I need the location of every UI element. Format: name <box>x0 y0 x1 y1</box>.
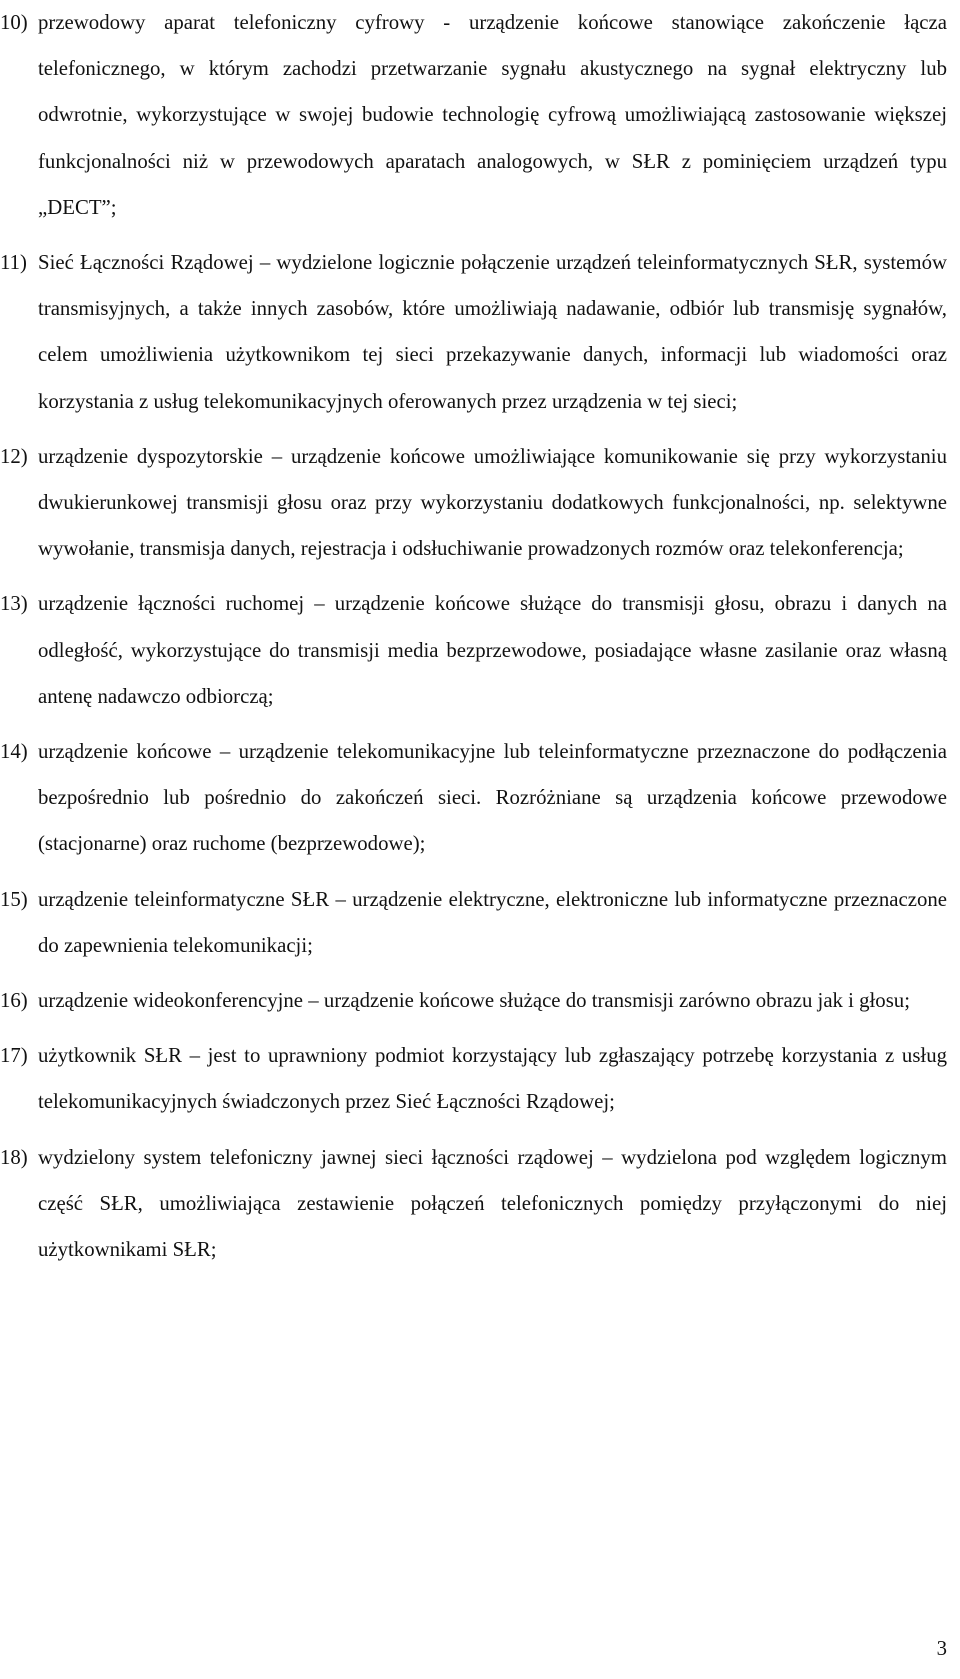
list-item <box>0 1033 947 1125</box>
item-text: urządzenie teleinformatyczne SŁR – urządzenie elektryczne, elektroniczne lub informatyczne przeznaczone do zapewnienia telekomunikacji; <box>38 887 947 957</box>
item-number: 11) <box>0 251 27 275</box>
item-number: 18) <box>0 1145 28 1169</box>
page-number: 3 <box>936 1637 947 1660</box>
list-item <box>0 729 947 868</box>
item-text: urządzenie dyspozytorskie – urządzenie końcowe umożliwiające komunikowanie się przy wykorzystaniu dwukierunkowej transmisji głosu oraz przy wykorzystaniu dodatkowych funkcjonalności, np. selektywne wywołanie, transmisja danych, rejestracja i odsłuchiwanie prowadzonych rozmów oraz telekonferencja; <box>38 444 947 561</box>
item-number: 17) <box>0 1044 28 1068</box>
list-item <box>0 581 947 720</box>
item-number: 13) <box>0 592 28 616</box>
item-number: 12) <box>0 444 28 468</box>
list-item <box>0 877 947 969</box>
item-number: 16) <box>0 989 28 1013</box>
list-item <box>0 978 947 1024</box>
list-item <box>0 1135 947 1274</box>
item-text: urządzenie wideokonferencyjne – urządzenie końcowe służące do transmisji zarówno obrazu jak i głosu; <box>38 989 910 1013</box>
item-number: 10) <box>0 11 28 34</box>
list-item <box>0 240 947 425</box>
item-text: wydzielony system telefoniczny jawnej sieci łączności rządowej – wydzielona pod względem logicznym część SŁR, umożliwiająca zestawienie połączeń telefonicznych pomiędzy przyłączonymi do niej użytkownikami SŁR; <box>38 1145 947 1262</box>
item-number: 15) <box>0 887 28 911</box>
list-item <box>0 434 947 573</box>
item-number: 14) <box>0 740 28 764</box>
item-text: przewodowy aparat telefoniczny cyfrowy - urządzenie końcowe stanowiące zakończenie łącza telefonicznego, w którym zachodzi przetwarzanie sygnału akustycznego na sygnał elektryczny lub odwrotnie, wykorzystujące w swojej budowie technologię cyfrową umożliwiającą zastosowanie większej funkcjonalności niż w przewodowych aparatach analogowych, w SŁR z pominięciem urządzeń typu „DECT”; <box>38 11 947 219</box>
item-text: urządzenie końcowe – urządzenie telekomunikacyjne lub teleinformatyczne przeznaczone do podłączenia bezpośrednio lub pośrednio do zakończeń sieci. Rozróżniane są urządzenia końcowe przewodowe (stacjonarne) oraz ruchome (bezprzewodowe); <box>38 740 947 856</box>
item-text: Sieć Łączności Rządowej – wydzielone logicznie połączenie urządzeń teleinformatycznych SŁR, systemów transmisyjnych, a także innych zasobów, które umożliwiają nadawanie, odbiór lub transmisję sygnałów, celem umożliwienia użytkownikom tej sieci przekazywanie danych, informacji lub wiadomości oraz korzystania z usług telekomunikacyjnych oferowanych przez urządzenia w tej sieci; <box>38 251 947 413</box>
item-text: urządzenie łączności ruchomej – urządzenie końcowe służące do transmisji głosu, obrazu i danych na odległość, wykorzystujące do transmisji media bezprzewodowe, posiadające własne zasilanie oraz własną antenę nadawczo odbiorczą; <box>38 592 947 708</box>
item-text: użytkownik SŁR – jest to uprawniony podmiot korzystający lub zgłaszający potrzebę korzystania z usług telekomunikacyjnych świadczonych przez Sieć Łączności Rządowej; <box>38 1044 947 1114</box>
list-item <box>0 0 947 231</box>
